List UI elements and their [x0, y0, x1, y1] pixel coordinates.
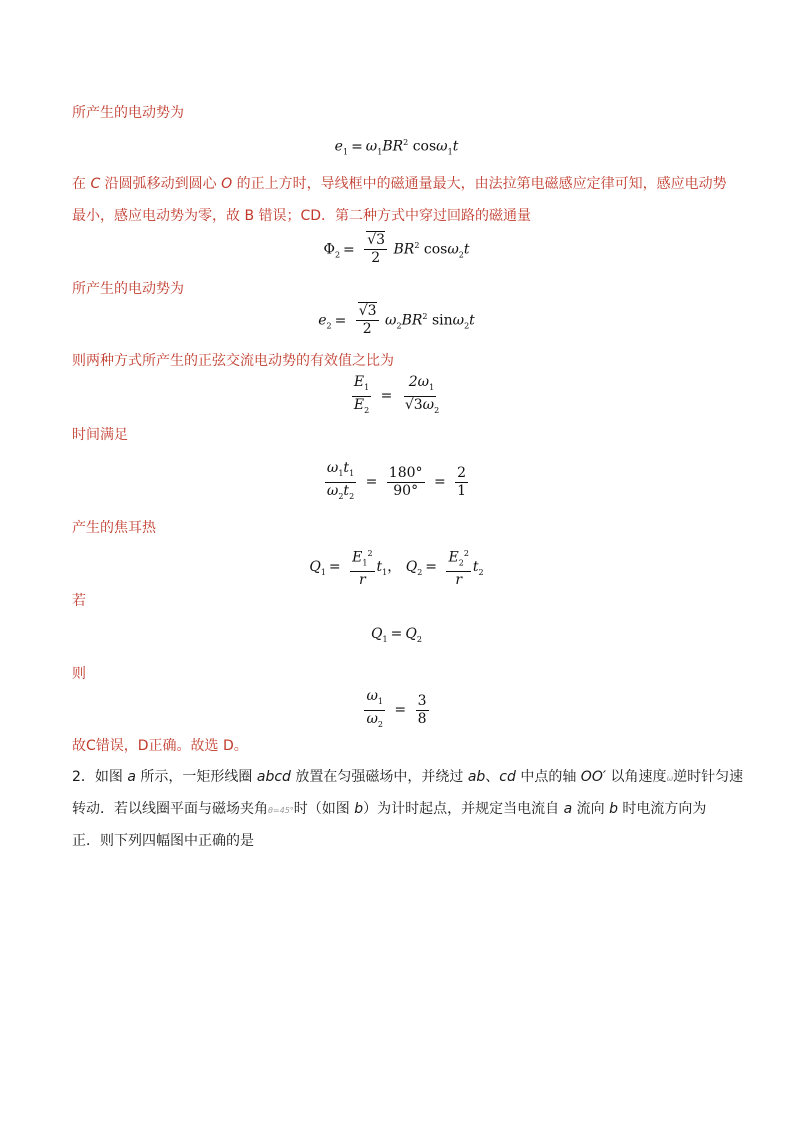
equation-time-ratio: $\frac{\omega_1t_1}{\omega_2t_2}$ = $\frac{180^\circ}{90^\circ}$ = $\frac{2}{1}$ [0, 460, 793, 505]
answer-text-line-7: 产生的焦耳热 [72, 520, 156, 536]
equation-e1: $e_1 = \omega_1BR^2$ cosω$_1$t [334, 138, 459, 157]
fraction: $\frac{\omega_1}{\omega_2}$ [366, 688, 383, 729]
fraction: $\frac{E_2^2}{r}$ [446, 545, 470, 589]
fraction: $\frac{2}{1}$ [457, 464, 467, 499]
answer-text-line-4: 所产生的电动势为 [72, 281, 184, 297]
answer-text-line-5: 则两种方式所产生的正弦交流电动势的有效值之比为 [72, 353, 394, 369]
equation-phi2: $\Phi_2$ = $\frac{√3}{2}$ $BR^2$ cosω$_2$t [323, 232, 470, 266]
question-2-line-1: 2．如图 a 所示，一矩形线圈 abcd 放置在匀强磁场中，并绕过 ab、cd 中点的轴 OO′ 以角速度ω逆时针匀速 [72, 769, 744, 785]
equation-omega-ratio: $\frac{\omega_1}{\omega_2}$ = $\frac{3}{8}$ [0, 688, 793, 733]
equation-q-equal: $Q_1 = Q_2$ [371, 626, 422, 644]
fraction: $\frac{√3}{2}$ [356, 303, 379, 338]
equation-joule-heat: $Q_1$ = $\frac{E_1^2}{r}$ $t_1$， $Q_2$ = $\frac{E_2^2}{r}$ $t_2$ [0, 545, 793, 589]
equation-e-ratio: $\frac{E_1}{E_2}$ = $\frac{2\omega_1}{√3\omega_2}$ [0, 374, 793, 419]
question-2-line-2: 转动．若以线圈平面与磁场夹角θ=45°时（如图 b）为计时起点，并规定当电流自 a 流向 b 时电流方向为 [72, 801, 707, 817]
answer-text-line-1: 所产生的电动势为 [72, 105, 184, 121]
fraction: $\frac{E_1^2}{r}$ [350, 545, 374, 589]
answer-text-line-2: 在 C 沿圆弧移动到圆心 O 的正上方时，导线框中的磁通量最大，由法拉第电磁感应定律可知，感应电动势 [72, 176, 727, 192]
fraction: $\frac{2\omega_1}{√3\omega_2}$ [404, 374, 440, 415]
fraction: $\frac{180^\circ}{90^\circ}$ [388, 464, 423, 499]
answer-conclusion: 故C错误，D正确。故选 D。 [72, 738, 248, 754]
answer-text-line-9: 则 [72, 666, 86, 682]
answer-text-line-3: 最小，感应电动势为零，故 B 错误；CD．第二种方式中穿过回路的磁通量 [72, 208, 532, 224]
question-2-line-3: 正．则下列四幅图中正确的是 [72, 833, 254, 849]
equation-e2: $e_2$ = $\frac{√3}{2}$ $\omega_2BR^2$ sinω$_2$t [318, 303, 475, 337]
fraction: $\frac{\omega_1t_1}{\omega_2t_2}$ [326, 460, 355, 501]
answer-text-line-8: 若 [72, 593, 86, 609]
answer-text-line-6: 时间满足 [72, 427, 128, 443]
fraction: $\frac{3}{8}$ [417, 692, 427, 727]
fraction: $\frac{√3}{2}$ [364, 232, 387, 267]
fraction: $\frac{E_1}{E_2}$ [353, 374, 370, 415]
